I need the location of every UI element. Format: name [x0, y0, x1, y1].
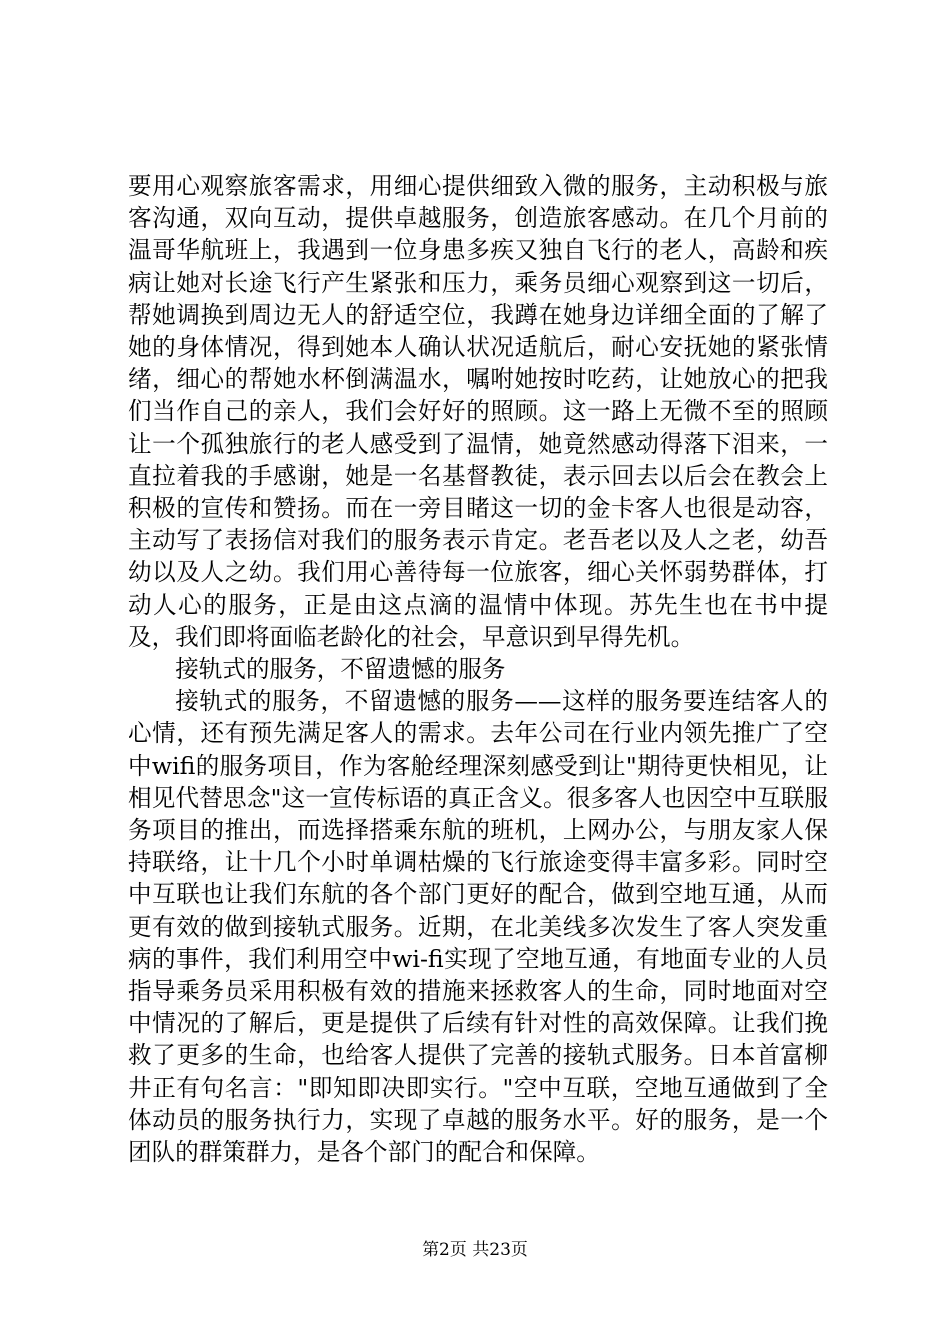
page-number: 第2页 共23页 [422, 1240, 528, 1260]
paragraph-connected-service: 接轨式的服务，不留遗憾的服务——这样的服务要连结客人的心情，还有预先满足客人的需求。去年公司在行业内领先推广了空中wifi的服务项目，作为客舱经理深刻感受到让"期待更快相见，让相见代替思念"这一宣传标语的真正含义。很多客人也因空中互联服务项目的推出，而选择搭乘东航的班机，上网办公，与朋友家人保持联络，让十几个小时单调枯燥的飞行旅途变得丰富多彩。同时空中互联也让我们东航的各个部门更好的配合，做到空地互通，从而更有效的做到接轨式服务。近期，在北美线多次发生了客人突发重病的事件，我们利用空中wi-fi实现了空地互通，有地面专业的人员指导乘务员采用积极有效的措施来拯救客人的生命，同时地面对空中情况的了解后，更是提供了后续有针对性的高效保障。让我们挽救了更多的生命，也给客人提供了完善的接轨式服务。日本首富柳井正有句名言："即知即决即实行。"空中互联，空地互通做到了全体动员的服务执行力，实现了卓越的服务水平。好的服务，是一个团队的群策群力，是各个部门的配合和保障。 [128, 687, 828, 1167]
document-body [128, 170, 828, 1168]
section-heading: 接轨式的服务，不留遗憾的服务 [175, 655, 506, 684]
paragraph-elderly-passenger: 要用心观察旅客需求，用细心提供细致入微的服务，主动积极与旅客沟通，双向互动，提供卓越服务，创造旅客感动。在几个月前的温哥华航班上，我遇到一位身患多疾又独自飞行的老人，高龄和疾病让她对长途飞行产生紧张和压力，乘务员细心观察到这一切后，帮她调换到周边无人的舒适空位，我蹲在她身边详细全面的了解了她的身体情况，得到她本人确认状况适航后，耐心安抚她的紧张情绪，细心的帮她水杯倒满温水，嘱咐她按时吃药，让她放心的把我们当作自己的亲人，我们会好好的照顾。这一路上无微不至的照顾让一个孤独旅行的老人感受到了温情，她竟然感动得落下泪来，一直拉着我的手感谢，她是一名基督教徒，表示回去以后会在教会上积极的宣传和赞扬。而在一旁目睹这一切的金卡客人也很是动容，主动写了表扬信对我们的服务表示肯定。老吾老以及人之老，幼吾幼以及人之幼。我们用心善待每一位旅客，细心关怀弱势群体，打动人心的服务，正是由这点滴的温情中体现。苏先生也在书中提及，我们即将面临老龄化的社会，早意识到早得先机。 [128, 172, 828, 651]
